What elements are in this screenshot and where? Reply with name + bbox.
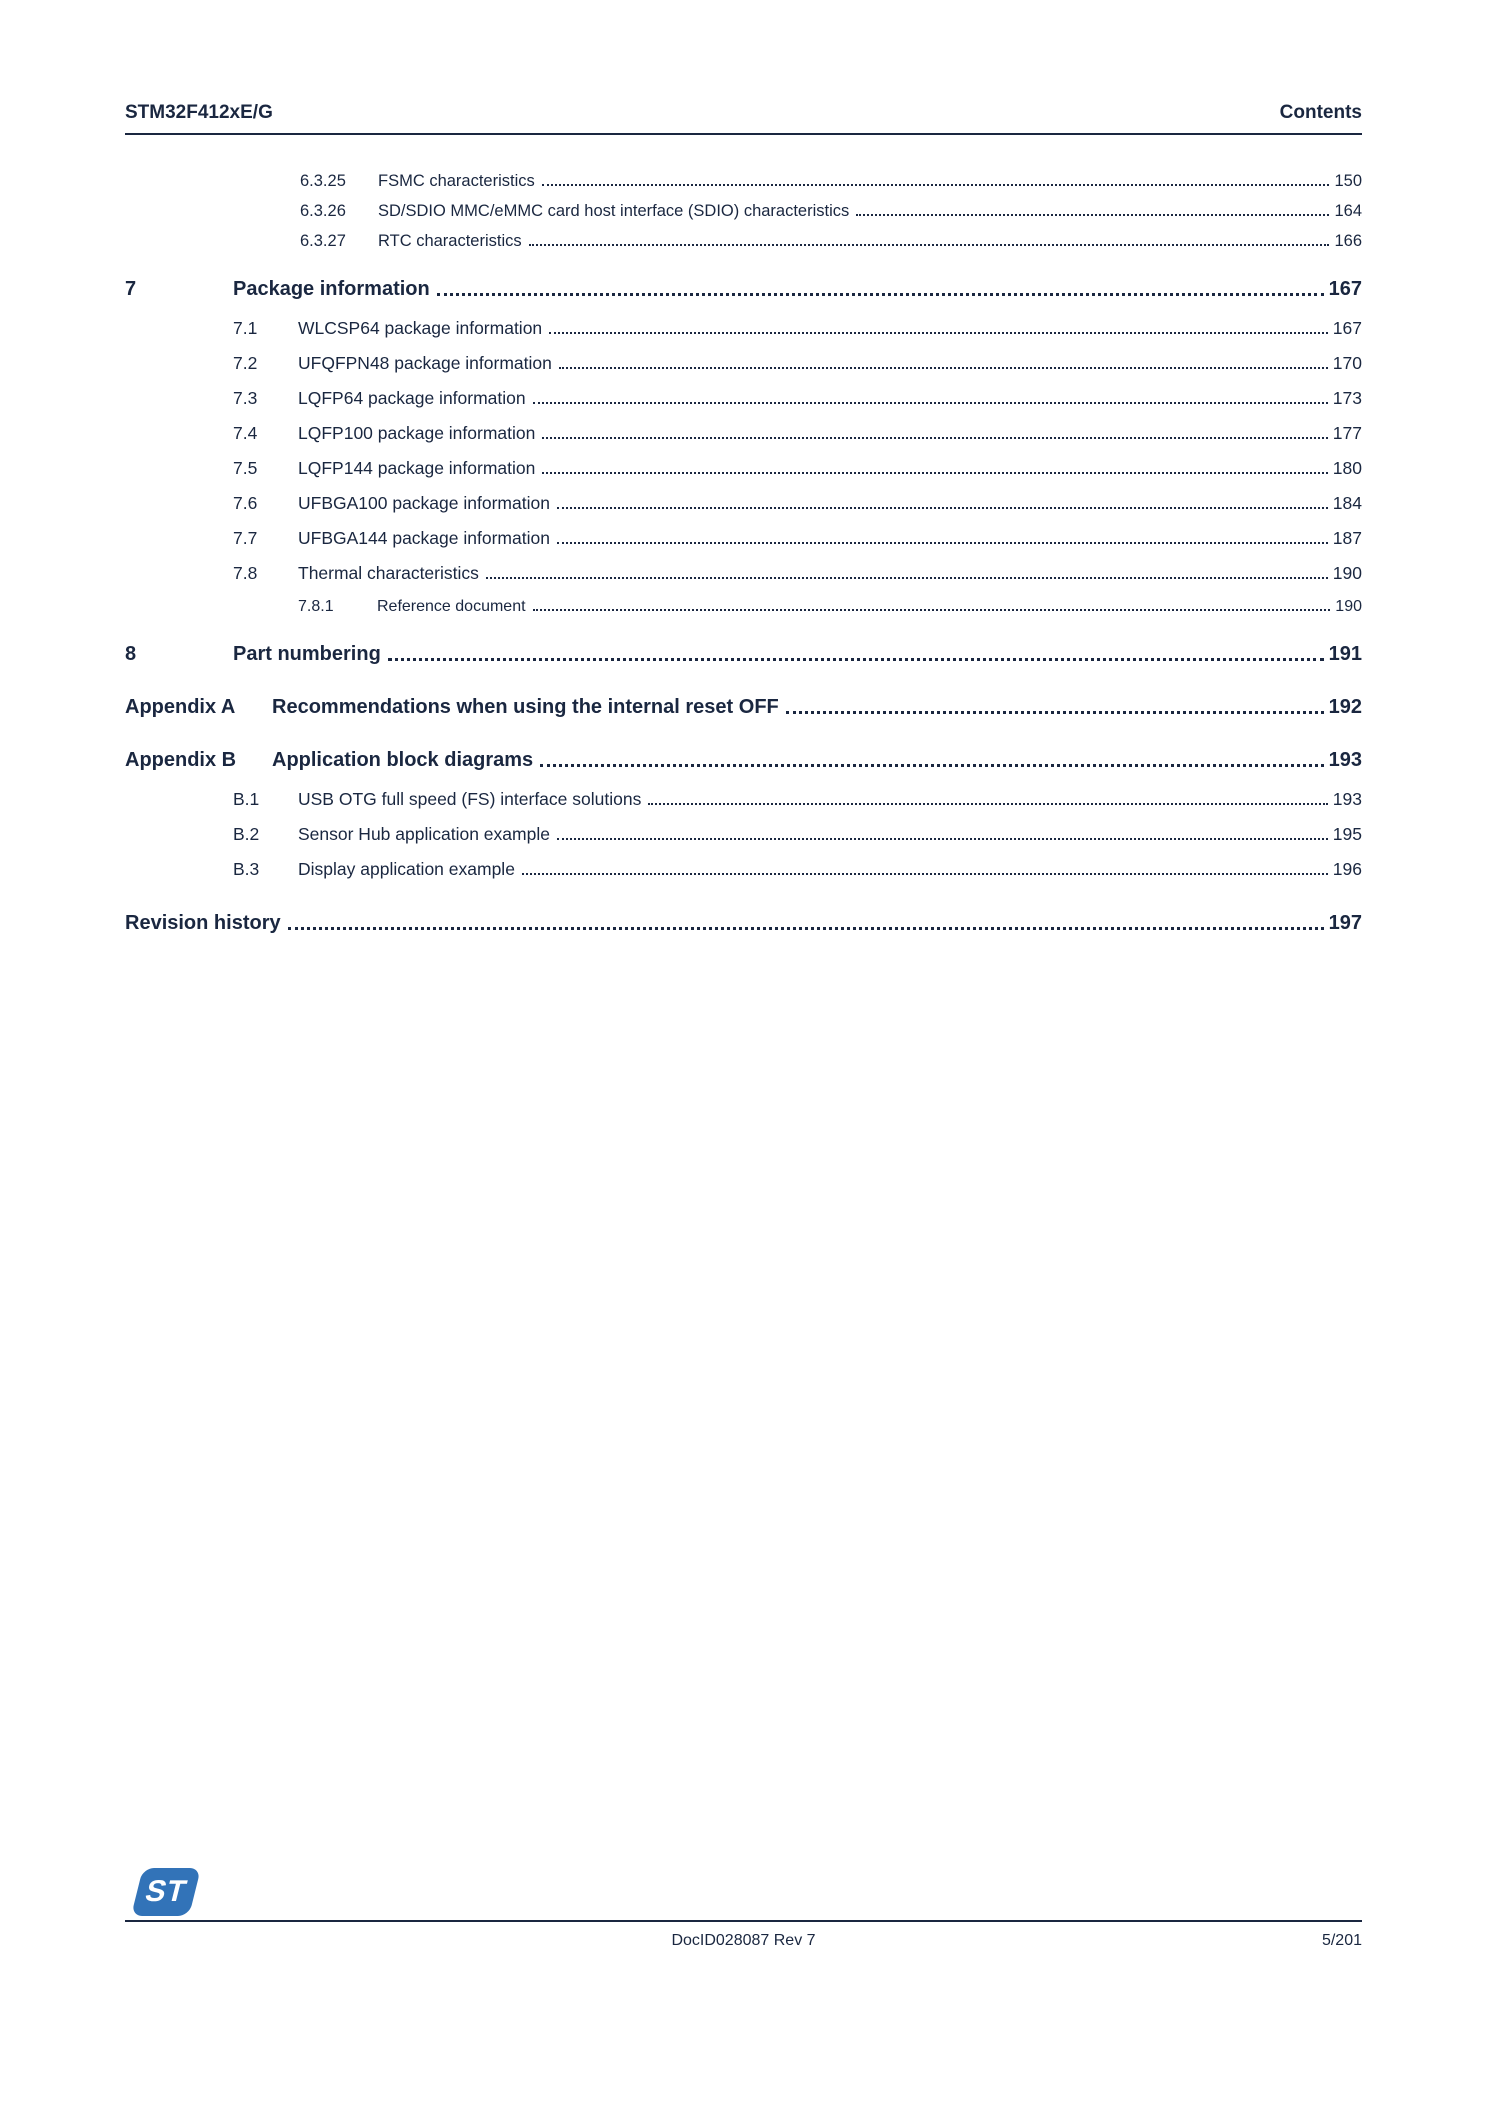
toc-entry-number: Appendix B xyxy=(125,749,237,771)
toc-entry-title: Sensor Hub application example xyxy=(298,824,550,844)
toc-entry-page: 197 xyxy=(1328,912,1362,934)
toc-entry-number: B.2 xyxy=(233,824,260,844)
dot-leader xyxy=(533,402,1328,404)
toc-entry[interactable] xyxy=(125,172,1362,191)
toc-entry-number: 7.1 xyxy=(233,318,258,338)
dot-leader xyxy=(540,764,1323,767)
toc-entry[interactable] xyxy=(125,563,1362,584)
st-logo-text: ST xyxy=(141,1875,191,1908)
toc-entry[interactable] xyxy=(125,318,1362,339)
dot-leader xyxy=(388,658,1324,661)
toc-entry-number: 6.3.27 xyxy=(300,232,346,250)
toc-entry-page: 177 xyxy=(1332,423,1362,443)
dot-leader xyxy=(557,838,1328,840)
page-indicator: 5/201 xyxy=(1321,1932,1362,1949)
toc-entry-page: 191 xyxy=(1328,643,1362,665)
toc-entry[interactable] xyxy=(125,493,1362,514)
dot-leader xyxy=(648,803,1327,805)
toc-entry-number: 7.7 xyxy=(233,528,258,548)
toc-entry[interactable] xyxy=(125,278,1362,301)
toc-entry-number: 7.3 xyxy=(233,388,258,408)
toc-entry-page: 190 xyxy=(1335,598,1362,615)
toc-entry-page: 193 xyxy=(1328,749,1362,771)
toc-entry-title: Reference document xyxy=(377,598,526,615)
toc-entry-number: 8 xyxy=(125,643,137,665)
toc-entry[interactable] xyxy=(125,423,1362,444)
header-section-label: Contents xyxy=(1279,102,1362,123)
toc-entry[interactable] xyxy=(125,598,1362,616)
toc-entry-title: Revision history xyxy=(125,912,281,934)
dot-leader xyxy=(486,577,1328,579)
footer-rule xyxy=(125,1920,1362,1922)
toc-entry-number: 7.2 xyxy=(233,353,258,373)
doc-id: DocID028087 Rev 7 xyxy=(671,1932,816,1949)
dot-leader xyxy=(542,437,1327,439)
dot-leader xyxy=(288,927,1324,930)
toc-entry-number: 6.3.25 xyxy=(300,172,346,190)
dot-leader xyxy=(437,293,1324,296)
toc-entry-number: 7.5 xyxy=(233,458,258,478)
toc-entry-title: RTC characteristics xyxy=(378,232,522,250)
toc-entry[interactable] xyxy=(125,232,1362,251)
toc-entry-title: LQFP64 package information xyxy=(298,388,526,408)
toc-entry[interactable] xyxy=(125,388,1362,409)
toc-entry[interactable] xyxy=(125,458,1362,479)
dot-leader xyxy=(529,244,1330,246)
toc-entry-page: 167 xyxy=(1332,318,1362,338)
toc-entry[interactable] xyxy=(125,789,1362,810)
toc-entry[interactable] xyxy=(125,696,1362,719)
toc-entry-number: B.3 xyxy=(233,859,260,879)
toc-entry-page: 170 xyxy=(1332,353,1362,373)
toc-entry-page: 150 xyxy=(1334,172,1362,190)
toc-entry-title: Part numbering xyxy=(233,643,381,665)
dot-leader xyxy=(542,472,1327,474)
toc-entry-page: 187 xyxy=(1332,528,1362,548)
toc-entry-page: 190 xyxy=(1332,563,1362,583)
toc-entry[interactable] xyxy=(125,749,1362,772)
toc-entry[interactable] xyxy=(125,912,1362,935)
toc-entry-page: 184 xyxy=(1332,493,1362,513)
toc-entry-page: 196 xyxy=(1332,859,1362,879)
toc-entry-title: LQFP144 package information xyxy=(298,458,536,478)
toc-entry-page: 164 xyxy=(1334,202,1362,220)
toc-entry-title: FSMC characteristics xyxy=(378,172,535,190)
dot-leader xyxy=(557,542,1328,544)
toc-entry-number: 7.6 xyxy=(233,493,258,513)
st-logo xyxy=(131,1868,201,1916)
toc-entry-title: UFQFPN48 package information xyxy=(298,353,552,373)
toc-entry-page: 192 xyxy=(1328,696,1362,718)
dot-leader xyxy=(542,184,1330,186)
toc-entry-page: 173 xyxy=(1332,388,1362,408)
toc-entry[interactable] xyxy=(125,202,1362,221)
toc-entry-title: UFBGA100 package information xyxy=(298,493,550,513)
dot-leader xyxy=(559,367,1328,369)
document-title: STM32F412xE/G xyxy=(125,102,273,123)
toc-entry-title: UFBGA144 package information xyxy=(298,528,550,548)
toc-entry-number: 7.8.1 xyxy=(298,598,334,615)
toc-entry-number: 7 xyxy=(125,278,137,300)
toc-entry-page: 166 xyxy=(1334,232,1362,250)
toc-entry-number: 7.8 xyxy=(233,563,258,583)
toc-entry[interactable] xyxy=(125,859,1362,880)
toc-entry-page: 180 xyxy=(1332,458,1362,478)
dot-leader xyxy=(856,214,1329,216)
dot-leader xyxy=(557,507,1328,509)
toc-entry-title: WLCSP64 package information xyxy=(298,318,543,338)
toc-entry-page: 167 xyxy=(1328,278,1362,300)
toc-entry-title: Thermal characteristics xyxy=(298,563,479,583)
table-of-contents xyxy=(125,172,1362,935)
toc-entry-number: 7.4 xyxy=(233,423,258,443)
toc-entry-title: SD/SDIO MMC/eMMC card host interface (SDIO) characteristics xyxy=(378,202,850,220)
toc-entry-page: 193 xyxy=(1332,789,1362,809)
toc-entry-title: Application block diagrams xyxy=(272,749,534,771)
toc-entry-title: LQFP100 package information xyxy=(298,423,536,443)
dot-leader xyxy=(522,873,1328,875)
dot-leader xyxy=(549,332,1328,334)
toc-entry[interactable] xyxy=(125,824,1362,845)
toc-entry[interactable] xyxy=(125,353,1362,374)
toc-entry[interactable] xyxy=(125,643,1362,666)
toc-entry-number: B.1 xyxy=(233,789,260,809)
dot-leader xyxy=(786,711,1324,714)
page-footer xyxy=(125,1868,1362,1950)
toc-entry-title: Package information xyxy=(233,278,430,300)
dot-leader xyxy=(533,609,1331,611)
toc-entry-title: USB OTG full speed (FS) interface solutions xyxy=(298,789,642,809)
toc-entry[interactable] xyxy=(125,528,1362,549)
toc-entry-number: Appendix A xyxy=(125,696,236,718)
toc-entry-number: 6.3.26 xyxy=(300,202,346,220)
page-header xyxy=(125,102,1362,135)
toc-entry-title: Display application example xyxy=(298,859,515,879)
toc-entry-page: 195 xyxy=(1332,824,1362,844)
toc-entry-title: Recommendations when using the internal reset OFF xyxy=(272,696,779,718)
